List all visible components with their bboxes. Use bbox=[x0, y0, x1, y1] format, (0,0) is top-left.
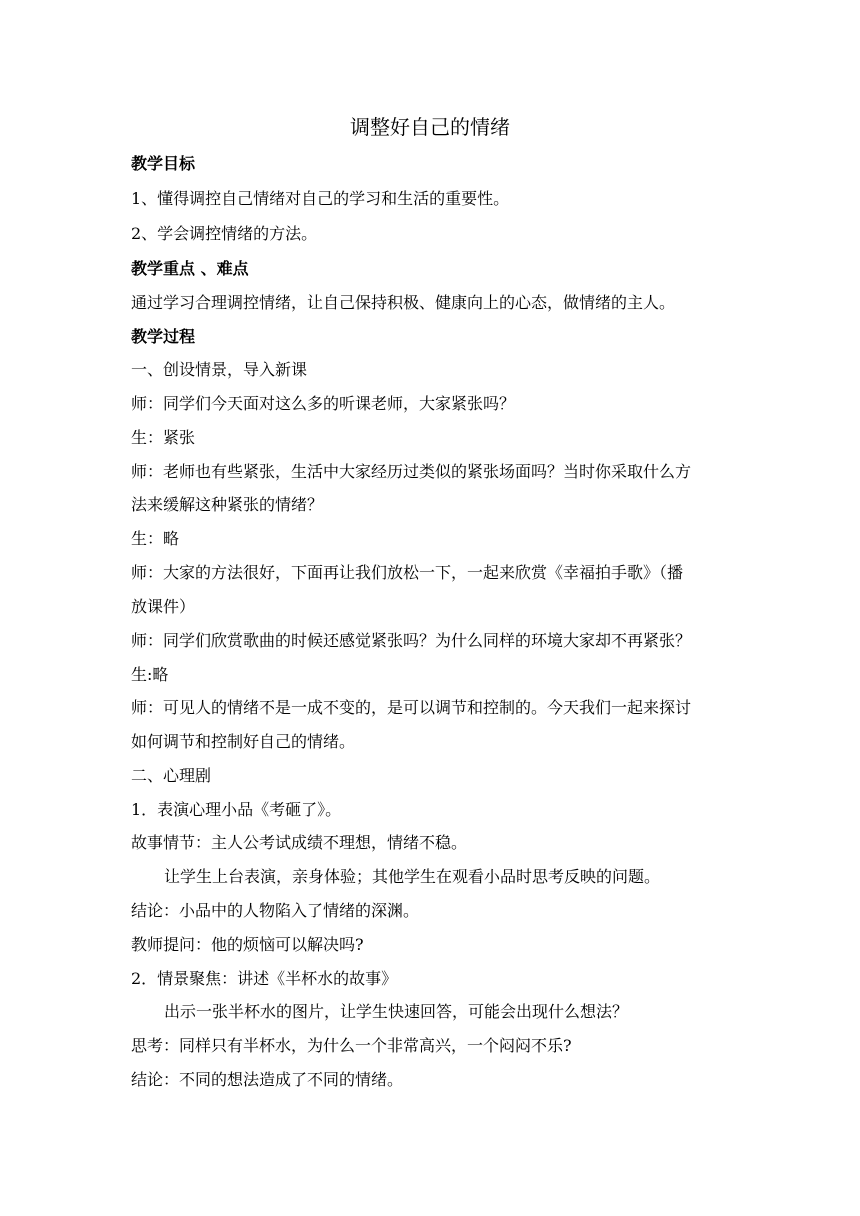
subsection-heading: 一、创设情景，导入新课 bbox=[131, 360, 308, 379]
activity-text: 故事情节：主人公考试成绩不理想，情绪不稳。 bbox=[131, 833, 468, 852]
section-heading-process: 教学过程 bbox=[131, 327, 196, 346]
activity-text: 结论：不同的想法造成了不同的情绪。 bbox=[131, 1070, 404, 1089]
dialogue-line: 师：可见人的情绪不是一成不变的，是可以调节和控制的。今天我们一起来探讨 bbox=[131, 698, 692, 717]
activity-item: 1．表演心理小品《考砸了》。 bbox=[131, 800, 342, 819]
key-point-text: 通过学习合理调控情绪，让自己保持积极、健康向上的心态，做情绪的主人。 bbox=[131, 293, 676, 312]
dialogue-line: 法来缓解这种紧张的情绪？ bbox=[131, 495, 324, 514]
section-heading-objectives: 教学目标 bbox=[131, 154, 196, 173]
dialogue-line: 生：略 bbox=[131, 529, 180, 548]
dialogue-line: 师：大家的方法很好，下面再让我们放松一下，一起来欣赏《幸福拍手歌》（播 bbox=[131, 563, 684, 582]
activity-text: 出示一张半杯水的图片，让学生快速回答，可能会出现什么想法？ bbox=[164, 1002, 629, 1021]
dialogue-line: 师：老师也有些紧张，生活中大家经历过类似的紧张场面吗？当时你采取什么方 bbox=[131, 462, 692, 481]
activity-text: 思考：同样只有半杯水，为什么一个非常高兴，一个闷闷不乐? bbox=[131, 1036, 572, 1055]
activity-item: 2．情景聚焦：讲述《半杯水的故事》 bbox=[131, 969, 398, 988]
dialogue-line: 师：同学们欣赏歌曲的时候还感觉紧张吗？为什么同样的环境大家却不再紧张？ bbox=[131, 631, 692, 650]
dialogue-line: 师：同学们今天面对这么多的听课老师，大家紧张吗？ bbox=[131, 394, 516, 413]
objective-item: 2、学会调控情绪的方法。 bbox=[131, 224, 318, 243]
dialogue-line: 如何调节和控制好自己的情绪。 bbox=[131, 732, 356, 751]
subsection-heading: 二、心理剧 bbox=[131, 766, 212, 785]
activity-text: 教师提问：他的烦恼可以解决吗? bbox=[131, 935, 364, 954]
activity-text: 结论：小品中的人物陷入了情绪的深渊。 bbox=[131, 901, 420, 920]
dialogue-line: 生：紧张 bbox=[131, 428, 196, 447]
dialogue-line: 生:略 bbox=[131, 665, 169, 684]
section-heading-key-points: 教学重点 、难点 bbox=[131, 259, 249, 278]
objective-item: 1、懂得调控自己情绪对自己的学习和生活的重要性。 bbox=[131, 189, 510, 208]
dialogue-line: 放课件） bbox=[131, 597, 196, 616]
document-title: 调整好自己的情绪 bbox=[350, 115, 510, 139]
activity-text: 让学生上台表演，亲身体验；其他学生在观看小品时思考反映的问题。 bbox=[164, 867, 661, 886]
